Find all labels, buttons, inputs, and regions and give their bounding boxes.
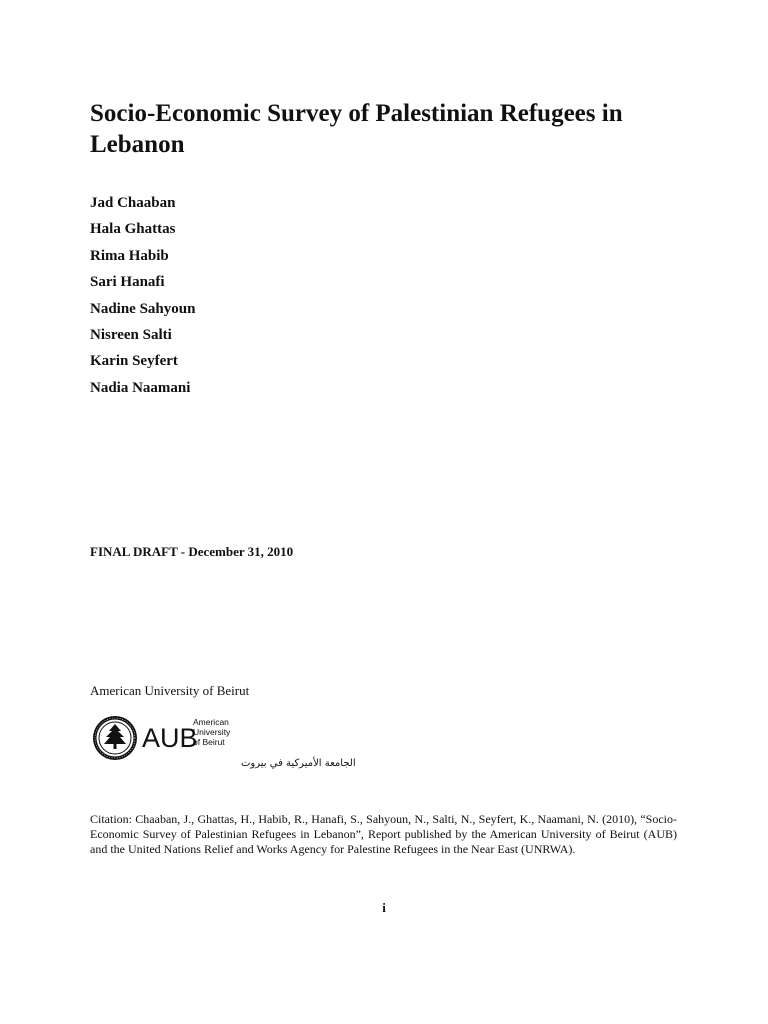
author-name: Nisreen Salti — [90, 326, 172, 343]
citation-text: Citation: Chaaban, J., Ghattas, H., Habib, R., Hanafi, S., Sahyoun, N., Salti, N., Seyfert, K., Naamani, N. (2010), “Socio-Economic Survey of Palestinian Refugees in Lebanon”, Report published by the American University of Beirut (AUB) and the United Nations Relief and Works Agency for Palestine Refugees in the Near East (UNRWA). — [90, 812, 677, 856]
aub-seal-cedar-icon — [92, 713, 356, 771]
institution-name: American University of Beirut — [90, 683, 250, 698]
author-name: Sari Hanafi — [90, 274, 165, 291]
logo-line: of Beirut — [193, 737, 225, 747]
author-name: Nadia Naamani — [90, 379, 191, 396]
document-title: Socio-Economic Survey of Palestinian Refugees in Lebanon — [90, 100, 623, 158]
author-list — [90, 193, 195, 404]
page-number: i — [382, 900, 386, 915]
logo-abbrev: AUB — [142, 723, 198, 753]
logo-line: University — [193, 727, 231, 737]
logo-arabic: الجامعة الأميركية في بيروت — [241, 758, 356, 769]
draft-date-line: FINAL DRAFT - December 31, 2010 — [90, 544, 294, 559]
author-name: Rima Habib — [90, 247, 169, 264]
author-name: Hala Ghattas — [90, 221, 176, 238]
author-name: Karin Seyfert — [90, 353, 178, 370]
logo-line: American — [193, 717, 229, 727]
aub-logo — [92, 713, 356, 771]
author-name: Nadine Sahyoun — [90, 300, 196, 317]
author-name: Jad Chaaban — [90, 195, 176, 211]
